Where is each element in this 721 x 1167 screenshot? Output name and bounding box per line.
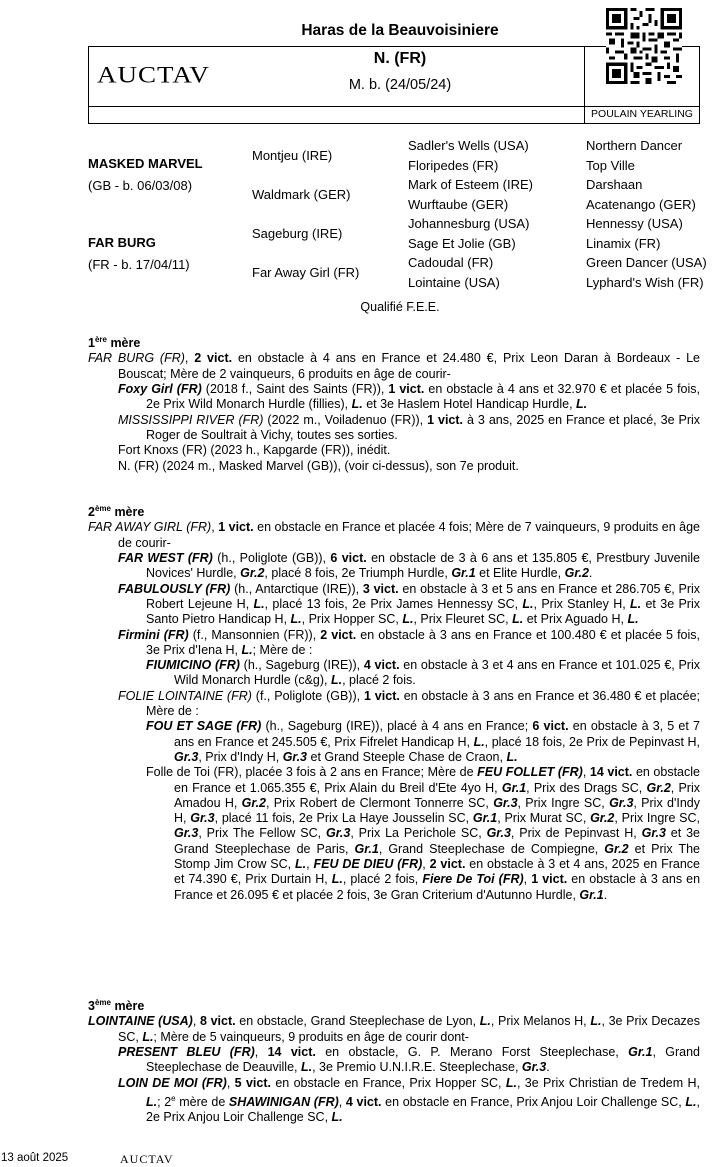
produce-entry: MISSISSIPPI RIVER (FR) (2022 m., Voiladenuo (FR)), 1 vict. à 3 ans, 2025 en France et placé, 3e Prix Roger de Soultrait à Vichy, toutes ses sorties. (118, 412, 701, 442)
pedigree-dam-info: (FR - b. 17/04/11) (88, 257, 190, 272)
auctav-logo: AUCTAV (97, 62, 210, 88)
horse-description: M. b. (24/05/24) (348, 77, 452, 93)
footer-date: 13 août 2025 (1, 1152, 69, 1164)
dam-paragraph: FAR BURG (FR), 2 vict. en obstacle à 4 ans en France et 24.480 €, Prix Leon Daran à Bordeaux - Le Bouscat; Mère de 2 vainqueurs, 6 produits en âge de courir- (88, 351, 701, 381)
section-title: 3ème mère (88, 998, 145, 1014)
dam-paragraph: FAR AWAY GIRL (FR), 1 vict. en obstacle en France et placée 4 fois; Mère de 7 vainqueurs, 9 produits en âge de courir- (88, 520, 700, 550)
qr-code-icon (606, 8, 682, 84)
produce-entry: FABULOUSLY (FR) (h., Antarctique (IRE)), 3 vict. en obstacle à 3 et 5 ans en France et 286.705 €, Prix Robert Lejeune H, L., placé 13 fois, 2e Prix James Hennessy SC, L., Prix Stanley H, L. et 3e Prix Santo Pietro Handicap H, L., Prix Hopper SC, L., Prix Fleuret SC, L. et Prix Aguado H, L. (118, 581, 701, 627)
pedigree-gen4: Darshaan (586, 177, 643, 192)
pedigree-gen2: Far Away Girl (FR) (252, 265, 360, 280)
pedigree-gen4: Green Dancer (USA) (586, 255, 707, 270)
pedigree-sire-name: MASKED MARVEL (88, 156, 203, 171)
produce-entry: FAR WEST (FR) (h., Poliglote (GB)), 6 vict. en obstacle de 3 à 6 ans et 135.805 €, Prestbury Juvenile Novices' Hurdle, Gr.2, placé 8 fois, 2e Triumph Hurdle, Gr.1 et Elite Hurdle, Gr.2. (118, 551, 700, 581)
pedigree-gen2: Sageburg (IRE) (252, 226, 343, 241)
horse-name: N. (FR) (373, 50, 427, 67)
category-label: POULAIN YEARLING (591, 108, 693, 120)
pedigree-gen2: Montjeu (IRE) (252, 148, 333, 163)
section-third-dam (88, 995, 700, 1126)
pedigree-gen3: Johannesburg (USA) (408, 216, 530, 231)
pedigree-gen4: Lyphard's Wish (FR) (586, 274, 704, 290)
section-title: 1ère mère (88, 335, 141, 351)
qualification-note: Qualifié F.E.E. (360, 300, 440, 314)
pedigree-gen3: Cadoudal (FR) (408, 255, 494, 270)
produce-entry: Foxy Girl (FR) (2018 f., Saint des Saints (FR)), 1 vict. en obstacle à 4 ans et 32.970 € et placée 5 fois, 2e Prix Wild Monarch Hurdle (fillies), L. et 3e Haslem Hotel Handicap Hurdle, L. (118, 382, 700, 412)
produce-entry: Folle de Toi (FR), placée 3 fois à 2 ans en France; Mère de FEU FOLLET (FR), 14 vict. en obstacle en France et 1.065.355 €, Prix Alain du Breil d'Ete 4yo H, Gr.1, Prix des Drags SC, Gr.2, Prix Amadou H, Gr.2, Prix Robert de Clermont Tonnerre SC, Gr.3, Prix Ingre SC, Gr.3, Prix d'Indy H, Gr.3, placé 11 fois, 2e Prix La Haye Jousselin SC, Gr.1, Prix Murat SC, Gr.2, Prix Ingre SC, Gr.3, Prix The Fellow SC, Gr.3, Prix La Perichole SC, Gr.3, Prix de Pepinvast H, Gr.3 et 3e Grand Steeplechase de Paris, Gr.1, Grand Steeplechase de Compiegne, Gr.2 et Prix The Stomp Jim Crow SC, L., FEU DE DIEU (FR), 2 vict. en obstacle à 3 et 4 ans, 2025 en France et 74.390 €, Prix Durtain H, L., placé 2 fois, Fiere De Toi (FR), 1 vict. en obstacle à 3 ans en France et 26.095 € et placée 2 fois, 3e Gran Criterium d'Autunno Hurdle, Gr.1. (146, 765, 701, 902)
dam-paragraph: LOINTAINE (USA), 8 vict. en obstacle, Grand Steeplechase de Lyon, L., Prix Melanos H, L., 3e Prix Decazes SC, L.; Mère de 5 vainqueurs, 9 produits en âge de courir dont- (88, 1014, 700, 1044)
produce-entry: Fort Knoxs (FR) (2023 h., Kapgarde (FR)), inédit. (118, 443, 391, 458)
pedigree-gen4: Acatenango (GER) (586, 196, 696, 212)
produce-entry: FOU ET SAGE (FR) (h., Sageburg (IRE)), placé à 4 ans en France; 6 vict. en obstacle à 3, 5 et 7 ans en France et 245.505 €, Prix Fifrelet Handicap H, L., placé 18 fois, 2e Prix de Pepinvast H, Gr.3, Prix d'Indy H, Gr.3 et Grand Steeple Chase de Craon, L. (146, 719, 700, 764)
pedigree-gen3: Lointaine (USA) (408, 274, 500, 290)
pedigree-dam-name: FAR BURG (88, 235, 156, 250)
pedigree-gen3: Sage Et Jolie (GB) (408, 235, 516, 251)
pedigree-gen3: Mark of Esteem (IRE) (408, 177, 533, 192)
pedigree-gen4: Northern Dancer (586, 138, 683, 153)
pedigree-gen3: Floripedes (FR) (408, 157, 499, 173)
breeder-name: Haras de la Beauvoisiniere (301, 22, 499, 39)
section-second-dam (88, 501, 700, 903)
produce-entry: N. (FR) (2024 m., Masked Marvel (GB)), (voir ci-dessus), son 7e produit. (118, 458, 519, 473)
section-first-dam (88, 332, 700, 474)
footer-logo: AUCTAV (120, 1152, 174, 1166)
pedigree-sire-info: (GB - b. 06/03/08) (88, 178, 193, 193)
produce-entry: Firmini (FR) (f., Mansonnien (FR)), 2 vict. en obstacle à 3 ans en France et 100.480 € et placée 5 fois, 3e Prix d'Iena H, L.; Mère de : (118, 627, 700, 657)
header-divider (88, 106, 700, 107)
produce-entry: PRESENT BLEU (FR), 14 vict. en obstacle, G. P. Merano Forst Steeplechase, Gr.1, Grand Steeplechase de Deauville, L., 3e Premio U.N.I.R.E. Steeplechase, Gr.3. (118, 1045, 701, 1075)
pedigree-gen4: Linamix (FR) (586, 235, 661, 251)
pedigree-gen2: Waldmark (GER) (252, 187, 351, 202)
section-title: 2ème mère (88, 504, 145, 520)
pedigree-gen4: Hennessy (USA) (586, 216, 683, 231)
pedigree-gen4: Top Ville (586, 157, 635, 173)
produce-entry: FOLIE LOINTAINE (FR) (f., Poliglote (GB)), 1 vict. en obstacle à 3 ans en France et 36.480 € et placée; Mère de : (118, 688, 700, 719)
produce-entry: LOIN DE MOI (FR), 5 vict. en obstacle en France, Prix Hopper SC, L., 3e Prix Christian de Tredem H, L.; 2e mère de SHAWINIGAN (FR), 4 vict. en obstacle en France, Prix Anjou Loir Challenge SC, L., 2e Prix Anjou Loir Challenge SC, L. (118, 1075, 700, 1125)
produce-entry: FIUMICINO (FR) (h., Sageburg (IRE)), 4 vict. en obstacle à 3 et 4 ans en France et 101.025 €, Prix Wild Monarch Hurdle (c&g), L., placé 2 fois. (146, 658, 700, 688)
pedigree-gen3: Wurftaube (GER) (408, 196, 509, 212)
pedigree-gen3: Sadler's Wells (USA) (408, 138, 529, 153)
